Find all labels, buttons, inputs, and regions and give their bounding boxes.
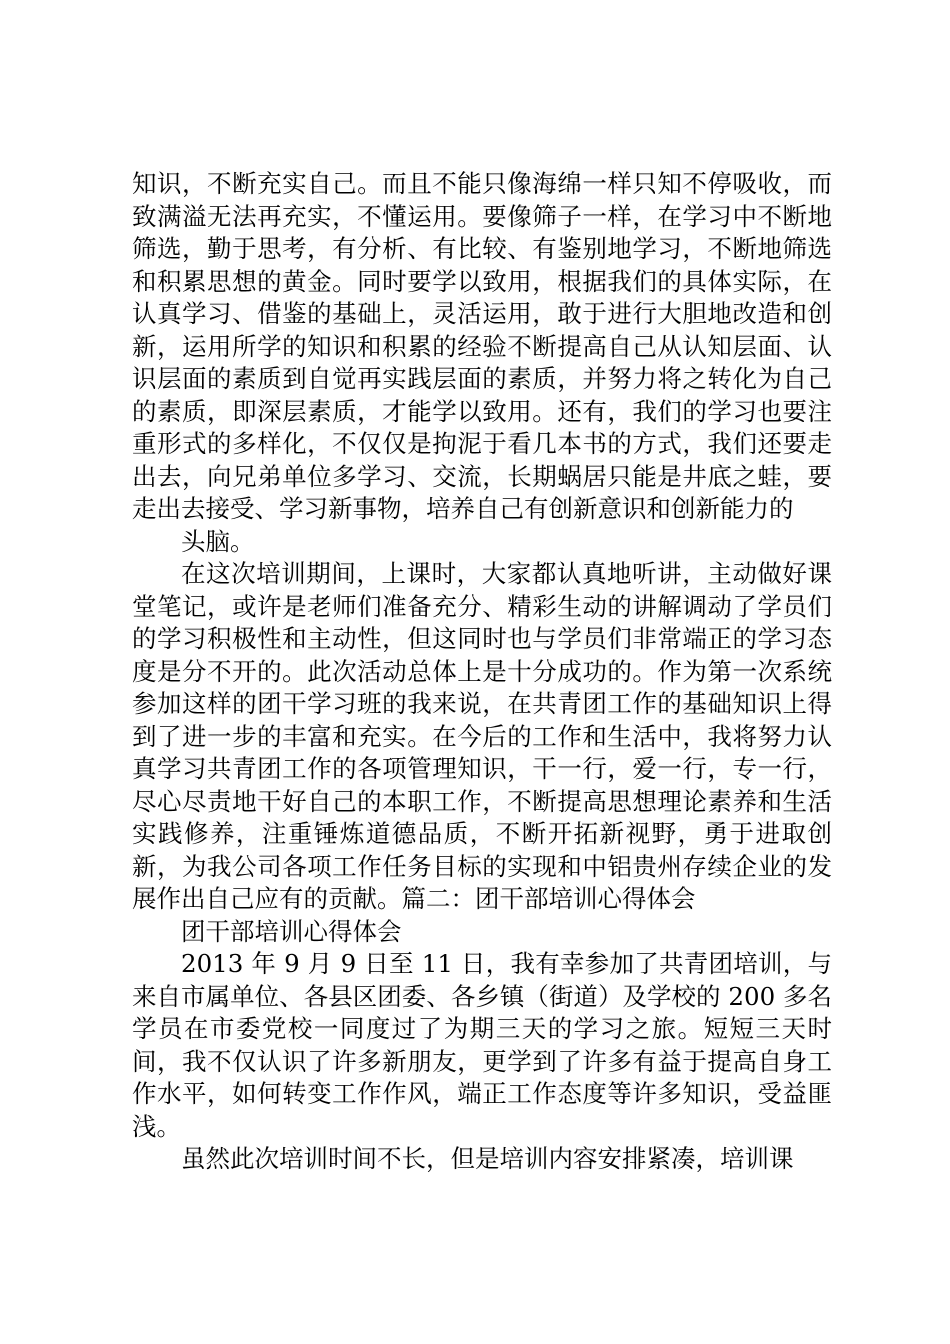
paragraph-4: 2013 年 9 月 9 日至 11 日，我有幸参加了共青团培训，与来自市属单位、各县区团委、各乡镇（街道）及学校的 200 多名学员在市委党校一同度过了为期三天的学习之旅。短短三天时间，我不仅认识了许多新朋友，更学到了许多有益于提高自身工作水平，如何转变工作作风，端正工作态度等许多知识，受益匪浅。 [132, 949, 832, 1141]
paragraph-5: 虽然此次培训时间不长，但是培训内容安排紧凑，培训课 [181, 1144, 794, 1173]
paragraph-2: 头脑。 [181, 526, 255, 556]
paragraph-1: 知识，不断充实自己。而且不能只像海绵一样只知不停吸收，而致满溢无法再充实，不懂运用。要像筛子一样，在学习中不断地筛选，勤于思考，有分析、有比较、有鉴别地学习，不断地筛选和积累思想的黄金。同时要学以致用，根据我们的具体实际，在认真学习、借鉴的基础上，灵活运用，敢于进行大胆地改造和创新，运用所学的知识和积累的经验不断提高自己从认知层面、认识层面的素质到自觉再实践层面的素质，并努力将之转化为自己的素质，即深层素质，才能学以致用。还有，我们的学习也要注重形式的多样化，不仅仅是拘泥于看几本书的方式，我们还要走出去，向兄弟单位多学习、交流，长期蜗居只能是井底之蛙，要走出去接受、学习新事物，培养自己有创新意识和创新能力的 [132, 169, 832, 523]
paragraph-3: 在这次培训期间，上课时，大家都认真地听讲，主动做好课堂笔记，或许是老师们准备充分、精彩生动的讲解调动了学员们的学习积极性和主动性，但这同时也与学员们非常端正的学习态度是分不开的。此次活动总体上是十分成功的。作为第一次系统参加这样的团干学习班的我来说，在共青团工作的基础知识上得到了进一步的丰富和充实。在今后的工作和生活中，我将努力认真学习共青团工作的各项管理知识，干一行，爱一行，专一行，尽心尽责地干好自己的本职工作，不断提高思想理论素养和生活实践修养，注重锤炼道德品质，不断开拓新视野，勇于进取创新，为我公司各项工作任务目标的实现和中铝贵州存续企业的发展作出自己应有的贡献。篇二：团干部培训心得体会 [132, 559, 832, 913]
document-body [132, 168, 832, 1176]
section-heading: 团干部培训心得体会 [181, 916, 402, 946]
